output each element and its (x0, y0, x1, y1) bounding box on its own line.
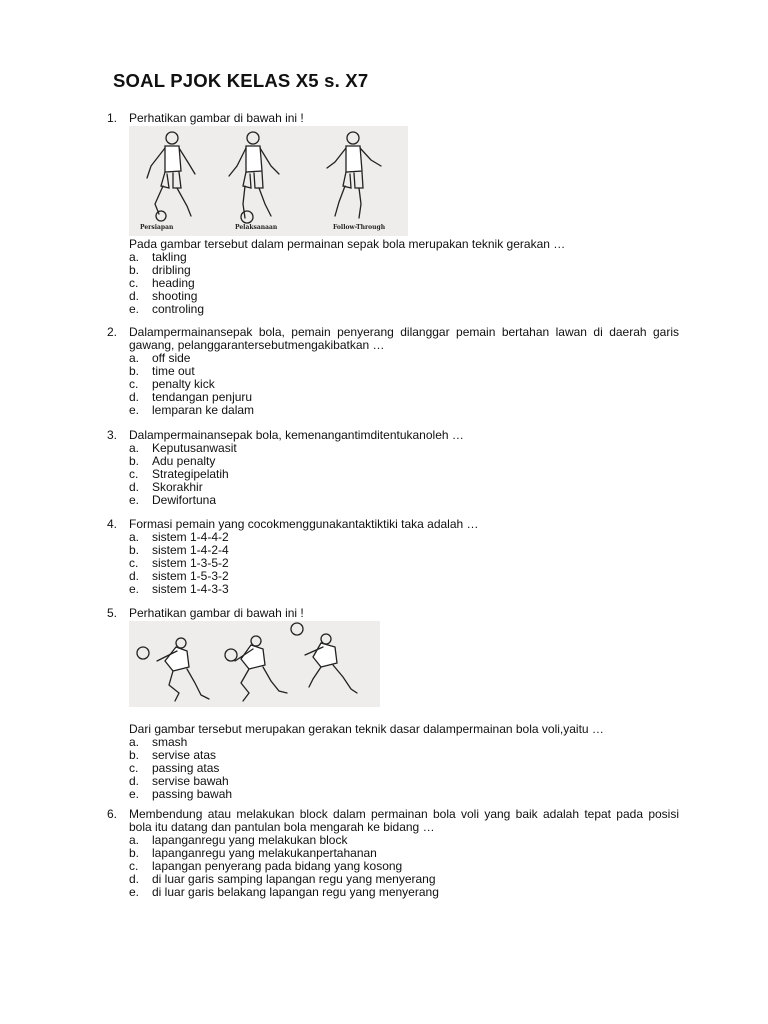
option-letter: c. (129, 556, 139, 570)
option-letter: d. (129, 872, 140, 886)
question-stem: Dalampermainansepak bola, pemain penyerang dilanggar pemain bertahan lawan di daerah garis gawang, pelanggarantersebutmengakibatkan … (129, 325, 679, 352)
option-letter: a. (129, 250, 140, 264)
option-letter: c. (129, 859, 139, 873)
option-list (129, 736, 679, 801)
option-letter: c. (129, 761, 139, 775)
option-text: Adu penalty (152, 454, 216, 468)
option-letter: d. (129, 569, 140, 583)
option-e (129, 494, 679, 507)
option-text: dribling (152, 263, 191, 277)
option-e (129, 788, 679, 801)
option-letter: e. (129, 787, 140, 801)
option-text: sistem 1-4-4-2 (152, 530, 229, 544)
option-letter: e. (129, 582, 140, 596)
option-letter: d. (129, 390, 140, 404)
option-text: sistem 1-4-3-3 (152, 582, 229, 596)
option-text: servise bawah (152, 774, 229, 788)
option-letter: b. (129, 748, 140, 762)
option-text: penalty kick (152, 377, 215, 391)
question-number: 5. (107, 606, 118, 620)
option-d (129, 290, 679, 303)
option-letter: b. (129, 543, 140, 557)
option-letter: c. (129, 276, 139, 290)
option-text: lemparan ke dalam (152, 403, 255, 417)
figure-caption: Follow-Through (333, 224, 386, 231)
option-text: shooting (152, 289, 198, 303)
option-list (129, 251, 679, 316)
option-letter: a. (129, 441, 140, 455)
question-5 (107, 607, 679, 801)
question-number: 2. (107, 325, 118, 339)
figure-caption: Pelaksanaan (235, 224, 278, 231)
option-list (129, 531, 679, 596)
option-a (129, 251, 679, 264)
option-letter: e. (129, 403, 140, 417)
option-letter: e. (129, 302, 140, 316)
option-text: lapanganregu yang melakukan block (152, 833, 348, 847)
option-list (129, 834, 679, 899)
option-text: lapanganregu yang melakukanpertahanan (152, 846, 377, 860)
question-number: 3. (107, 428, 118, 442)
question-number: 4. (107, 517, 118, 531)
option-text: Keputusanwasit (152, 441, 237, 455)
option-text: sistem 1-3-5-2 (152, 556, 229, 570)
option-text: di luar garis belakang lapangan regu yang menyerang (152, 885, 439, 899)
page-title: SOAL PJOK KELAS X5 s. X7 (113, 70, 369, 91)
question-2 (107, 326, 679, 417)
option-text: passing atas (152, 761, 220, 775)
option-text: takling (152, 250, 187, 264)
option-letter: c. (129, 467, 139, 481)
option-letter: d. (129, 774, 140, 788)
question-stem-continued: Pada gambar tersebut dalam permainan sepak bola merupakan teknik gerakan … (129, 237, 566, 251)
option-text: Skorakhir (152, 480, 203, 494)
question-stem: Formasi pemain yang cocokmenggunakantaktiktiki taka adalah … (129, 517, 479, 531)
option-letter: b. (129, 846, 140, 860)
option-text: passing bawah (152, 787, 233, 801)
volleyball-players-illustration (129, 621, 380, 707)
volleyball-technique-figure (129, 621, 380, 707)
question-4 (107, 518, 679, 596)
option-text: tendangan penjuru (152, 390, 253, 404)
question-stem: Membendung atau melakukan block dalam permainan bola voli yang baik adalah tepat pada posisi bola itu datang dan pantulan bola mengarah ke bidang … (129, 807, 679, 834)
option-letter: d. (129, 289, 140, 303)
soccer-players-illustration (129, 126, 408, 236)
option-letter: d. (129, 480, 140, 494)
option-letter: a. (129, 351, 140, 365)
option-text: servise atas (152, 748, 217, 762)
option-letter: b. (129, 263, 140, 277)
option-text: di luar garis samping lapangan regu yang menyerang (152, 872, 436, 886)
option-letter: a. (129, 833, 140, 847)
option-list (129, 352, 679, 417)
option-text: sistem 1-5-3-2 (152, 569, 229, 583)
option-text: time out (152, 364, 195, 378)
option-e (129, 303, 679, 316)
option-letter: a. (129, 530, 140, 544)
option-text: off side (152, 351, 191, 365)
question-stem-continued: Dari gambar tersebut merupakan gerakan teknik dasar dalampermainan bola voli,yaitu … (129, 722, 604, 736)
option-a (129, 352, 679, 365)
option-letter: a. (129, 735, 140, 749)
option-text: Dewifortuna (152, 493, 217, 507)
question-stem: Perhatikan gambar di bawah ini ! (129, 606, 304, 620)
option-letter: c. (129, 377, 139, 391)
option-c (129, 468, 679, 481)
question-stem: Dalampermainansepak bola, kemenangantimditentukanoleh … (129, 428, 464, 442)
question-number: 6. (107, 807, 118, 821)
option-text: smash (152, 735, 188, 749)
option-text: controling (152, 302, 205, 316)
option-letter: b. (129, 364, 140, 378)
option-text: lapangan penyerang pada bidang yang kosong (152, 859, 403, 873)
option-letter: b. (129, 454, 140, 468)
question-6 (107, 808, 679, 899)
question-3 (107, 429, 679, 507)
option-text: Strategipelatih (152, 467, 229, 481)
soccer-technique-figure (129, 126, 408, 236)
option-c (129, 277, 679, 290)
question-number: 1. (107, 111, 118, 125)
question-stem: Perhatikan gambar di bawah ini ! (129, 111, 304, 125)
option-b (129, 264, 679, 277)
option-list (129, 442, 679, 507)
option-e (129, 404, 679, 417)
option-letter: e. (129, 493, 140, 507)
question-1 (107, 112, 679, 316)
option-e (129, 583, 679, 596)
option-letter: e. (129, 885, 140, 899)
option-e (129, 886, 679, 899)
figure-caption: Persiapan (140, 224, 174, 231)
option-text: heading (152, 276, 195, 290)
option-text: sistem 1-4-2-4 (152, 543, 229, 557)
